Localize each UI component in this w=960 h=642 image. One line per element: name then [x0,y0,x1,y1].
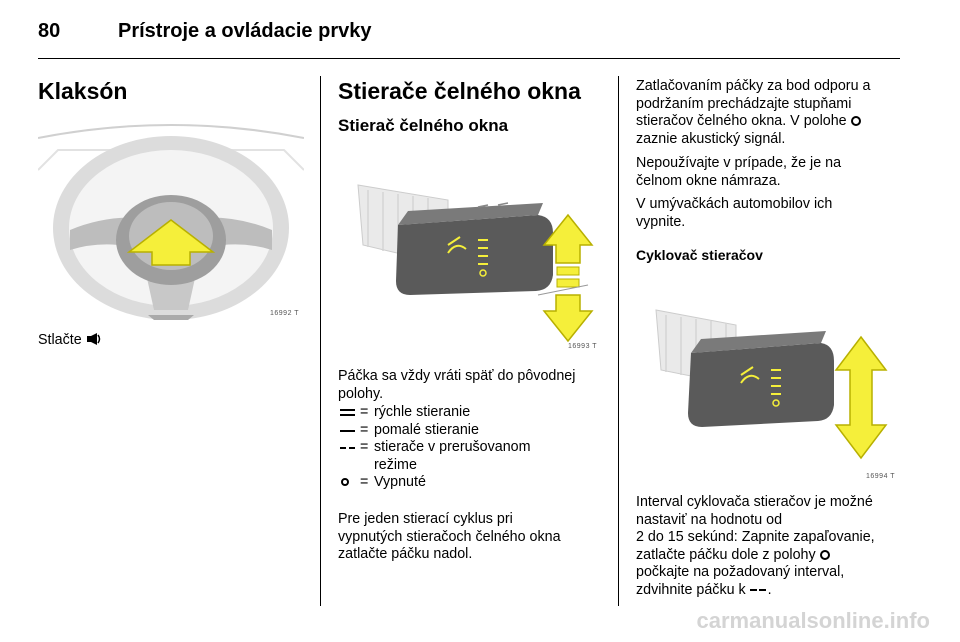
page-title: Prístroje a ovládacie prvky [118,20,372,42]
horn-icon [86,333,102,345]
wiper-positions-list [338,404,604,492]
double-line-icon [338,404,360,422]
wiper-paragraph-2: Pre jeden stierací cyklus pri vypnutých stieračoch čelného okna zatlačte páčku nadol. [338,511,561,562]
column-divider-1 [320,76,321,606]
col3-paragraph-3: V umývačkách automobilov ich vypnite. [636,196,833,230]
section-heading-horn: Klaksón [38,78,128,104]
subheading-windscreen-wiper: Stierač čelného okna [338,116,509,135]
horn-caption-text: Stlačte [38,332,82,348]
wiper-lever-figure [338,145,604,353]
ring-icon [338,474,360,492]
figure-code: 16994 T [866,473,896,480]
horn-caption [38,332,102,350]
watermark: carmanualsonline.info [696,608,930,633]
col3-paragraph-1: Zatlačovaním páčky za bod odporu a podržaním prechádzajte stupňami stieračov čelného okna. V polohe zaznie akustický signál. [636,78,871,147]
list-item: = stierače v prerušovanom režime [338,439,604,474]
ring-icon [851,116,861,126]
subheading-interval-wiper: Cyklovač stieračov [636,247,763,263]
header-divider [38,58,900,59]
list-item: = rýchle stieranie [338,404,604,422]
page-number: 80 [38,20,61,42]
col3-paragraph-2: Nepoužívajte v prípade, že je na čelnom okne námraza. [636,155,842,189]
wiper-paragraph-1: Páčka sa vždy vráti späť do pôvodnej polohy. [338,368,576,402]
list-item: = Vypnuté [338,474,604,492]
single-line-icon [338,422,360,440]
figure-code: 16993 T [568,343,598,350]
section-heading-wipers: Stierače čelného okna [338,78,581,104]
steering-wheel-figure [38,110,304,320]
dashed-line-icon [750,585,768,595]
column-divider-2 [618,76,619,606]
list-item: = pomalé stieranie [338,422,604,440]
col3-paragraph-4: Interval cyklovača stieračov je možné nastaviť na hodnotu od 2 do 15 sekúnd: Zapnite zapaľovanie, zatlačte páčku dole z polohy počkajte na požadovaný interval, zdvihnite páčku k . [636,494,875,598]
ring-icon [820,550,830,560]
dashed-line-icon [338,439,360,457]
interval-wiper-figure [636,275,902,483]
figure-code: 16992 T [270,310,300,317]
